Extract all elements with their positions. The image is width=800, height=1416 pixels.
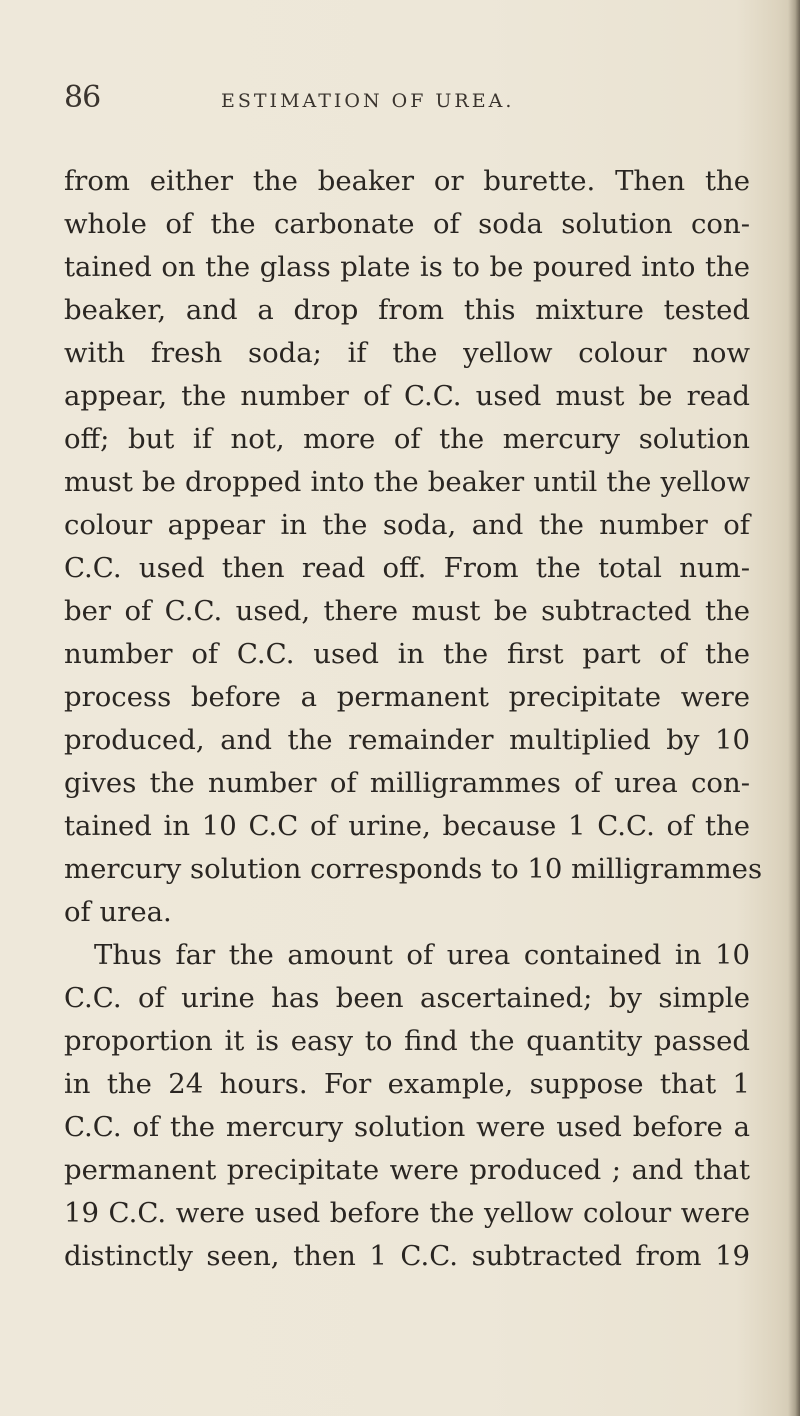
text-line: number of C.C. used in the first part of the <box>64 638 750 670</box>
text-line: C.C. of urine has been ascertained; by simple <box>64 982 750 1014</box>
text-line: gives the number of milligrammes of urea con- <box>64 767 750 799</box>
text-line: C.C. of the mercury solution were used before a <box>64 1111 750 1143</box>
text-line: off; but if not, more of the mercury solution <box>64 423 750 455</box>
text-line: tained in 10 C.C of urine, because 1 C.C. of the <box>64 810 750 842</box>
text-line: mercury solution corresponds to 10 milligrammes <box>64 853 763 885</box>
text-line: process before a permanent precipitate were <box>64 681 750 713</box>
text-line: produced, and the remainder multiplied by 10 <box>64 724 750 756</box>
text-line: colour appear in the soda, and the number of <box>64 509 750 541</box>
text-line: ber of C.C. used, there must be subtracted the <box>64 595 750 627</box>
page-edge-shadow <box>788 0 800 1416</box>
text-line: must be dropped into the beaker until the yellow <box>64 466 750 498</box>
body-text <box>64 160 763 1278</box>
text-line: whole of the carbonate of soda solution con- <box>64 208 750 240</box>
text-line: distinctly seen, then 1 C.C. subtracted from 19 <box>64 1240 750 1272</box>
text-line: C.C. used then read off. From the total num- <box>64 552 750 584</box>
text-line: 19 C.C. were used before the yellow colour were <box>64 1197 750 1229</box>
text-line: from either the beaker or burette. Then the <box>64 165 750 197</box>
text-line: permanent precipitate were produced ; and that <box>64 1154 750 1186</box>
paragraph-end-line: of urea. <box>64 896 172 928</box>
running-title: ESTIMATION OF UREA. <box>221 90 515 112</box>
text-line: with fresh soda; if the yellow colour now <box>64 337 750 369</box>
text-line: proportion it is easy to find the quantity passed <box>64 1025 750 1057</box>
text-line: appear, the number of C.C. used must be read <box>64 380 750 412</box>
page-header <box>64 80 664 130</box>
page-number: 86 <box>64 80 101 115</box>
text-line: in the 24 hours. For example, suppose that 1 <box>64 1068 750 1100</box>
text-line: beaker, and a drop from this mixture tested <box>64 294 750 326</box>
paragraph-start-line: Thus far the amount of urea contained in 10 <box>94 939 750 971</box>
text-line: tained on the glass plate is to be poured into the <box>64 251 750 283</box>
